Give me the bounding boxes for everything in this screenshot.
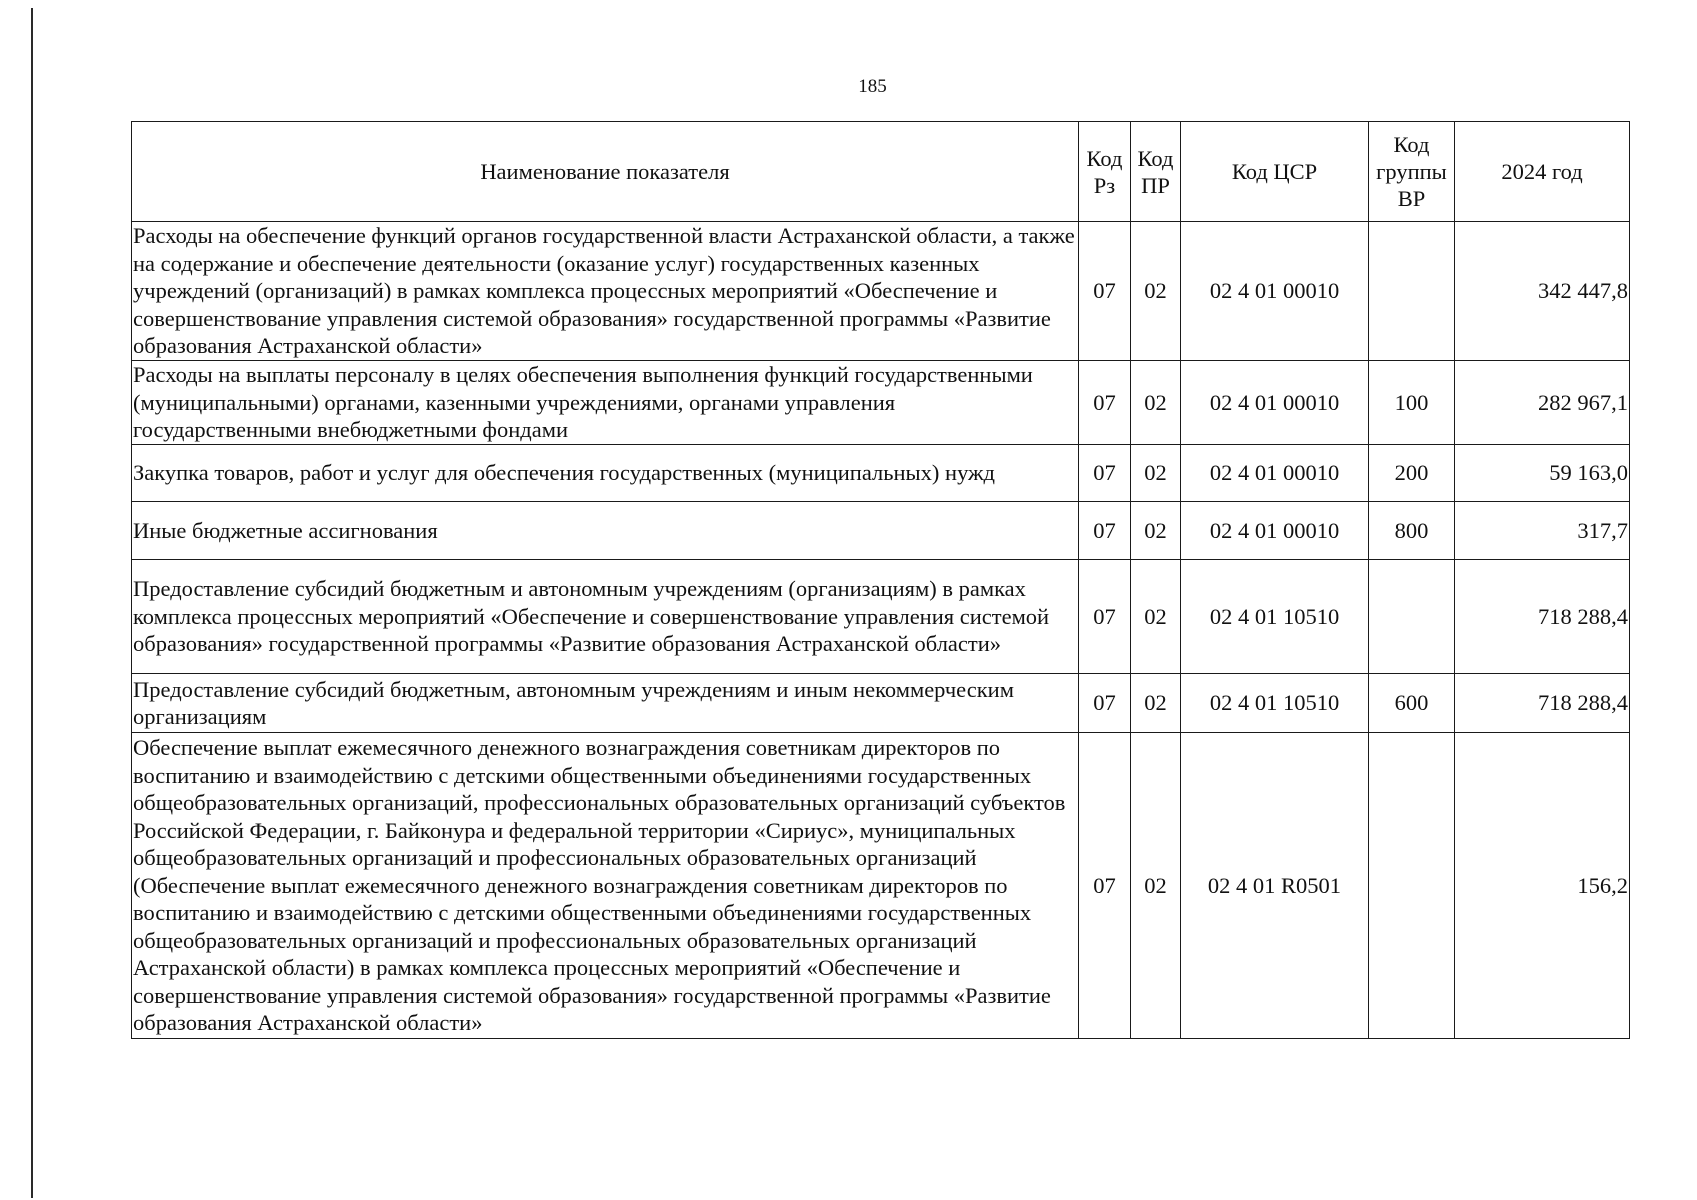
row-vr: 200 — [1369, 445, 1455, 502]
row-pr: 02 — [1131, 733, 1181, 1039]
header-year: 2024 год — [1455, 122, 1630, 222]
row-pr: 02 — [1131, 502, 1181, 560]
row-csr: 02 4 01 10510 — [1181, 674, 1369, 733]
row-vr — [1369, 733, 1455, 1039]
page-number: 185 — [858, 76, 887, 97]
row-csr: 02 4 01 00010 — [1181, 445, 1369, 502]
row-pr: 02 — [1131, 222, 1181, 361]
row-pr: 02 — [1131, 361, 1181, 445]
row-rz: 07 — [1079, 445, 1131, 502]
header-rz: Код Рз — [1079, 122, 1131, 222]
row-rz: 07 — [1079, 361, 1131, 445]
row-name: Расходы на выплаты персоналу в целях обеспечения выполнения функций государственными (муниципальными) органами, казенными учреждениями, органами управления государственными внебюджетными фондами — [132, 361, 1079, 445]
row-vr: 100 — [1369, 361, 1455, 445]
table-row — [132, 733, 1630, 1039]
row-amount: 156,2 — [1455, 733, 1630, 1039]
row-csr: 02 4 01 00010 — [1181, 361, 1369, 445]
row-rz: 07 — [1079, 733, 1131, 1039]
row-amount: 59 163,0 — [1455, 445, 1630, 502]
row-amount: 342 447,8 — [1455, 222, 1630, 361]
row-rz: 07 — [1079, 502, 1131, 560]
row-vr — [1369, 222, 1455, 361]
row-amount: 282 967,1 — [1455, 361, 1630, 445]
header-pr: Код ПР — [1131, 122, 1181, 222]
row-vr: 600 — [1369, 674, 1455, 733]
row-name: Иные бюджетные ассигнования — [132, 502, 1079, 560]
row-amount: 718 288,4 — [1455, 674, 1630, 733]
header-name: Наименование показателя — [132, 122, 1079, 222]
header-row — [132, 122, 1630, 222]
row-name: Закупка товаров, работ и услуг для обеспечения государственных (муниципальных) нужд — [132, 445, 1079, 502]
header-vr: Код группы ВР — [1369, 122, 1455, 222]
row-rz: 07 — [1079, 560, 1131, 674]
row-rz: 07 — [1079, 674, 1131, 733]
row-csr: 02 4 01 00010 — [1181, 502, 1369, 560]
table-row — [132, 560, 1630, 674]
table-body — [132, 222, 1630, 1039]
row-name: Предоставление субсидий бюджетным, автономным учреждениям и иным некоммерческим организациям — [132, 674, 1079, 733]
table-row — [132, 361, 1630, 445]
row-pr: 02 — [1131, 674, 1181, 733]
table-row — [132, 502, 1630, 560]
row-name: Расходы на обеспечение функций органов государственной власти Астраханской области, а также на содержание и обеспечение деятельности (оказание услуг) государственных казенных учреждений (организаций) в рамках комплекса процессных мероприятий «Обеспечение и совершенствование управления системой образования» государственной программы «Развитие образования Астраханской области» — [132, 222, 1079, 361]
row-rz: 07 — [1079, 222, 1131, 361]
table-row — [132, 445, 1630, 502]
row-vr — [1369, 560, 1455, 674]
binding-margin-line — [31, 8, 33, 1198]
budget-table — [131, 121, 1630, 1039]
row-pr: 02 — [1131, 560, 1181, 674]
row-csr: 02 4 01 R0501 — [1181, 733, 1369, 1039]
row-amount: 317,7 — [1455, 502, 1630, 560]
row-csr: 02 4 01 00010 — [1181, 222, 1369, 361]
row-csr: 02 4 01 10510 — [1181, 560, 1369, 674]
table-row — [132, 222, 1630, 361]
row-amount: 718 288,4 — [1455, 560, 1630, 674]
header-csr: Код ЦСР — [1181, 122, 1369, 222]
row-pr: 02 — [1131, 445, 1181, 502]
row-vr: 800 — [1369, 502, 1455, 560]
table-header — [132, 122, 1630, 222]
row-name: Предоставление субсидий бюджетным и автономным учреждениям (организациям) в рамках комплекса процессных мероприятий «Обеспечение и совершенствование управления системой образования» государственной программы «Развитие образования Астраханской области» — [132, 560, 1079, 674]
table-row — [132, 674, 1630, 733]
row-name: Обеспечение выплат ежемесячного денежного вознаграждения советникам директоров по воспитанию и взаимодействию с детскими общественными объединениями государственных общеобразовательных организаций, профессиональных образовательных организаций субъектов Российской Федерации, г. Байконура и федеральной территории «Сириус», муниципальных общеобразовательных организаций и профессиональных образовательных организаций (Обеспечение выплат ежемесячного денежного вознаграждения советникам директоров по воспитанию и взаимодействию с детскими общественными объединениями государственных общеобразовательных организаций и профессиональных образовательных организаций Астраханской области) в рамках комплекса процессных мероприятий «Обеспечение и совершенствование управления системой образования» государственной программы «Развитие образования Астраханской области» — [132, 733, 1079, 1039]
